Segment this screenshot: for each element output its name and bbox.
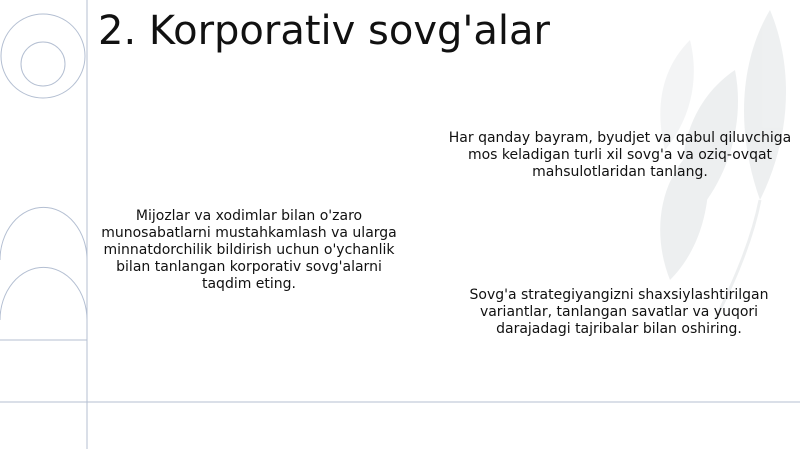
slide-title: 2. Korporativ sovg'alar — [98, 8, 550, 54]
lower-arch-shape — [0, 267, 87, 320]
paragraph-left: Mijozlar va xodimlar bilan o'zaro munosabatlarni mustahkamlash va ularga minnatdorchilik bildirish uchun o'ychanlik bilan tanlangan korporativ sovg'alarni taqdim eting. — [101, 208, 397, 292]
upper-arch-shape — [0, 207, 87, 340]
inner-circle-shape — [21, 42, 65, 86]
paragraph-right-top: Har qanday bayram, byudjet va qabul qiluvchiga mos keladigan turli xil sovg'a va oziq-ovqat mahsulotlaridan tanlang. — [448, 130, 792, 180]
outer-circle-shape — [1, 14, 85, 98]
paragraph-right-bottom: Sovg'a strategiyangizni shaxsiylashtirilgan variantlar, tanlangan savatlar va yuqori darajadagi tajribalar bilan oshiring. — [469, 287, 769, 337]
